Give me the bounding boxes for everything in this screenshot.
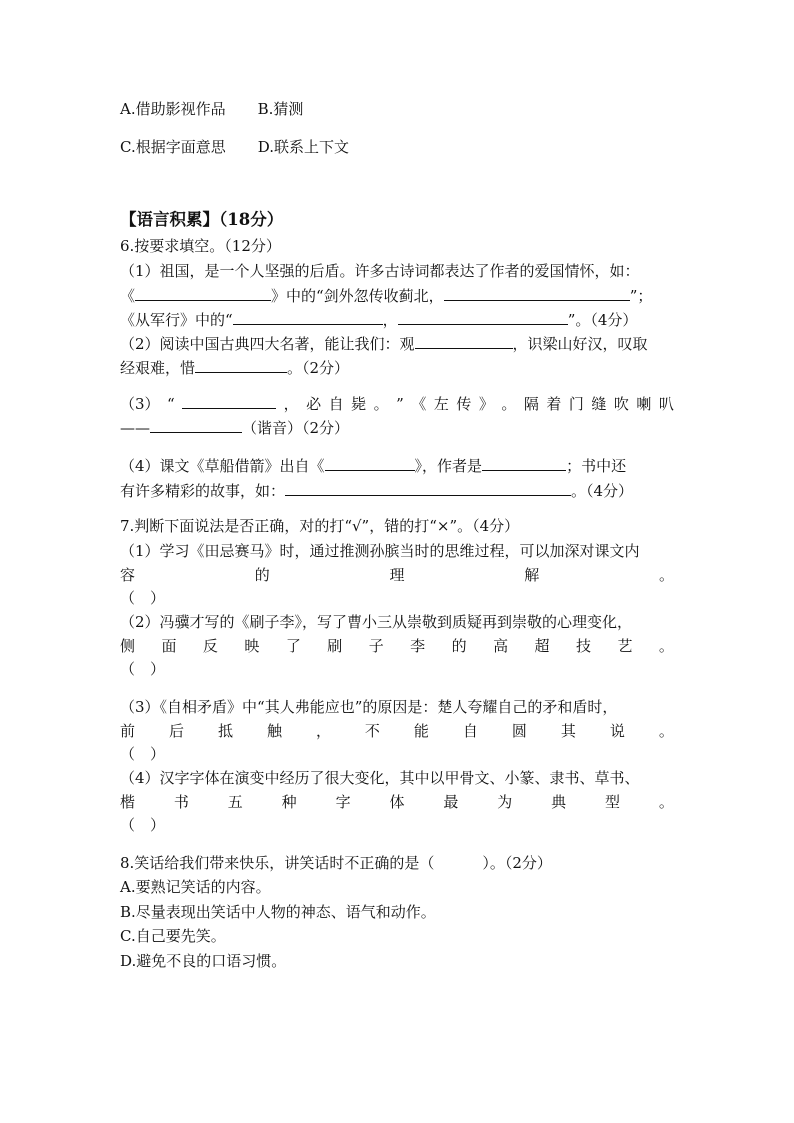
q6-part1-line1: （1）祖国，是一个人坚强的后盾。许多古诗词都表达了作者的爱国情怀，如： xyxy=(120,262,640,280)
q5-options-row-1 xyxy=(120,99,303,119)
q6-part2-line2 xyxy=(120,358,349,378)
q7-char: 的 xyxy=(254,566,270,584)
q6-char: 传 xyxy=(456,395,472,413)
q6-char: 》 xyxy=(478,395,494,413)
q6-char: ” xyxy=(396,395,404,413)
q7-answer-paren-1[interactable]: （ ） xyxy=(120,589,166,607)
q6-part1-line3 xyxy=(120,310,637,330)
q6-text: ”； xyxy=(629,287,653,305)
q6-text: 》，作者是 xyxy=(414,457,483,475)
q7-char: 子 xyxy=(368,637,384,655)
q6-part4-line2 xyxy=(120,481,633,501)
q7-statement3-line1: （3）《自相矛盾》中“其人弗能应也”的原因是：楚人夸耀自己的矛和盾时， xyxy=(120,698,618,716)
q8-option-a: A.要熟记笑话的内容。 xyxy=(120,878,271,896)
q6-text: （2）阅读中国古典四大名著，能让我们：观 xyxy=(120,335,415,353)
blank-poem-line[interactable] xyxy=(444,286,630,301)
blank-novel-a[interactable] xyxy=(415,334,513,349)
q8-option-d: D.避免不良的口语习惯。 xyxy=(120,952,287,970)
blank-idiom[interactable] xyxy=(182,394,276,409)
q5-option-b: B.猜测 xyxy=(257,100,304,118)
q6-text: 》中的“剑外忽传收蓟北， xyxy=(271,287,444,305)
q7-heading: 7.判断下面说法是否正确，对的打“√”，错的打“×”。（4分） xyxy=(120,517,520,535)
blank-novel-b[interactable] xyxy=(195,358,287,373)
q7-char: 映 xyxy=(244,637,260,655)
q6-text: ，识梁山好汉，叹取 xyxy=(512,335,648,353)
q7-char: 侧 xyxy=(120,637,136,655)
q6-text: —— xyxy=(120,419,150,437)
q6-char: 缝 xyxy=(591,395,607,413)
q7-answer-paren-3[interactable]: （ ） xyxy=(120,745,166,763)
blank-poem-title[interactable] xyxy=(135,286,271,301)
q7-char: 容 xyxy=(120,566,136,584)
q7-char: 解 xyxy=(524,566,540,584)
q7-statement2-line1: （2）冯骥才写的《刷子李》，写了曹小三从崇敬到质疑再到崇敬的心理变化， xyxy=(120,613,633,631)
q7-char: 楷 xyxy=(120,793,136,811)
q8-text: 8.笑话给我们带来快乐，讲笑话时不正确的是（ xyxy=(120,854,435,872)
q6-char: 必 xyxy=(306,395,322,413)
q7-char: 。 xyxy=(658,566,674,584)
q7-char: 。 xyxy=(658,637,674,655)
q6-heading: 6.按要求填空。（12分） xyxy=(120,237,281,255)
q7-char: 五 xyxy=(227,793,243,811)
q6-char: ， xyxy=(283,395,299,413)
q7-char: 不 xyxy=(364,722,380,740)
q8-heading xyxy=(120,853,552,873)
q7-char: 其 xyxy=(560,722,576,740)
q7-answer-paren-2[interactable]: （ ） xyxy=(120,660,166,678)
q6-text: 有许多精彩的故事，如： xyxy=(120,482,286,500)
q7-char: 后 xyxy=(168,722,184,740)
q6-char: 。 xyxy=(501,395,517,413)
q7-char: 字 xyxy=(335,793,351,811)
q7-char: 面 xyxy=(161,637,177,655)
q7-char: 了 xyxy=(285,637,301,655)
q6-text: 《从军行》中的“ xyxy=(120,311,233,329)
q6-part2-line1 xyxy=(120,334,648,354)
q5-option-d: D.联系上下文 xyxy=(257,138,349,156)
q6-char: 着 xyxy=(546,395,562,413)
q6-char: 左 xyxy=(433,395,449,413)
q7-char: 能 xyxy=(413,722,429,740)
q6-text: ， xyxy=(382,311,398,329)
q7-char: 典 xyxy=(551,793,567,811)
q7-char: 反 xyxy=(202,637,218,655)
q6-text: 经艰难，惜 xyxy=(120,359,196,377)
q6-char: 毙 xyxy=(351,395,367,413)
q7-statement2-line2 xyxy=(120,636,674,656)
q6-text: 。（4分） xyxy=(571,482,634,500)
q7-char: 种 xyxy=(281,793,297,811)
q7-statement4-line1: （4）汉字字体在演变中经历了很大变化，其中以甲骨文、小篆、隶书、草书、 xyxy=(120,769,640,787)
q7-char: 自 xyxy=(462,722,478,740)
q6-char: 吹 xyxy=(613,395,629,413)
q7-char: 李 xyxy=(410,637,426,655)
q6-text: ”。（4分） xyxy=(567,311,638,329)
q7-char: 为 xyxy=(497,793,513,811)
q7-statement3-line2 xyxy=(120,721,674,741)
blank-poem-line-b[interactable] xyxy=(398,310,568,325)
q7-char: 超 xyxy=(534,637,550,655)
q8-option-c: C.自己要先笑。 xyxy=(120,927,226,945)
q6-char: 隔 xyxy=(523,395,539,413)
q7-char: 刷 xyxy=(327,637,343,655)
q7-char: ， xyxy=(315,722,331,740)
q7-char: 的 xyxy=(451,637,467,655)
q7-char: 技 xyxy=(575,637,591,655)
blank-poem-line-a[interactable] xyxy=(233,310,383,325)
q7-char: 。 xyxy=(658,722,674,740)
q6-text: 。（2分） xyxy=(287,359,350,377)
q7-char: 抵 xyxy=(217,722,233,740)
q6-text: 《 xyxy=(120,287,136,305)
q6-char: 《 xyxy=(411,395,427,413)
q5-option-a: A.借助影视作品 xyxy=(120,100,226,118)
q7-char: 。 xyxy=(658,793,674,811)
blank-author[interactable] xyxy=(482,456,566,471)
q7-char: 体 xyxy=(389,793,405,811)
q6-char: 。 xyxy=(373,395,389,413)
q8-option-b: B.尽量表现出笑话中人物的神态、语气和动作。 xyxy=(120,903,436,921)
blank-story[interactable] xyxy=(285,481,571,496)
q7-char: 书 xyxy=(173,793,189,811)
q6-char: 门 xyxy=(568,395,584,413)
q6-part3-line1 xyxy=(120,394,674,414)
q6-text: “ xyxy=(167,395,175,413)
q7-statement1-line2 xyxy=(120,565,674,585)
q6-text: （谐音）（2分） xyxy=(242,419,350,437)
q5-options-row-2 xyxy=(120,137,349,157)
q7-char: 最 xyxy=(443,793,459,811)
q7-char: 触 xyxy=(266,722,282,740)
q6-text: （3） xyxy=(120,395,160,413)
q5-option-c: C.根据字面意思 xyxy=(120,138,226,156)
q7-statement1-line1: （1）学习《田忌赛马》时，通过推测孙膑当时的思维过程，可以加深对课文内 xyxy=(120,542,640,560)
q7-statement4-line2 xyxy=(120,792,674,812)
q7-char: 型 xyxy=(605,793,621,811)
q6-part4-line1 xyxy=(120,456,626,476)
q6-text: ；书中还 xyxy=(566,457,627,475)
q7-char: 说 xyxy=(609,722,625,740)
q7-char: 前 xyxy=(120,722,136,740)
q6-text: （4）课文《草船借箭》出自《 xyxy=(120,457,325,475)
q6-char: 喇 xyxy=(636,395,652,413)
q7-char: 理 xyxy=(389,566,405,584)
q6-char: 自 xyxy=(328,395,344,413)
q7-answer-paren-4[interactable]: （ ） xyxy=(120,816,166,834)
q6-char: 叭 xyxy=(658,395,674,413)
section-title: 【语言积累】（18分） xyxy=(120,210,284,229)
blank-pun[interactable] xyxy=(150,418,242,433)
q6-part1-line2 xyxy=(120,286,652,306)
q6-part3-line2 xyxy=(120,418,349,438)
q8-text: ）。（2分） xyxy=(482,854,552,872)
blank-book[interactable] xyxy=(325,456,415,471)
q7-char: 艺 xyxy=(617,637,633,655)
q7-char: 圆 xyxy=(511,722,527,740)
q7-char: 高 xyxy=(493,637,509,655)
